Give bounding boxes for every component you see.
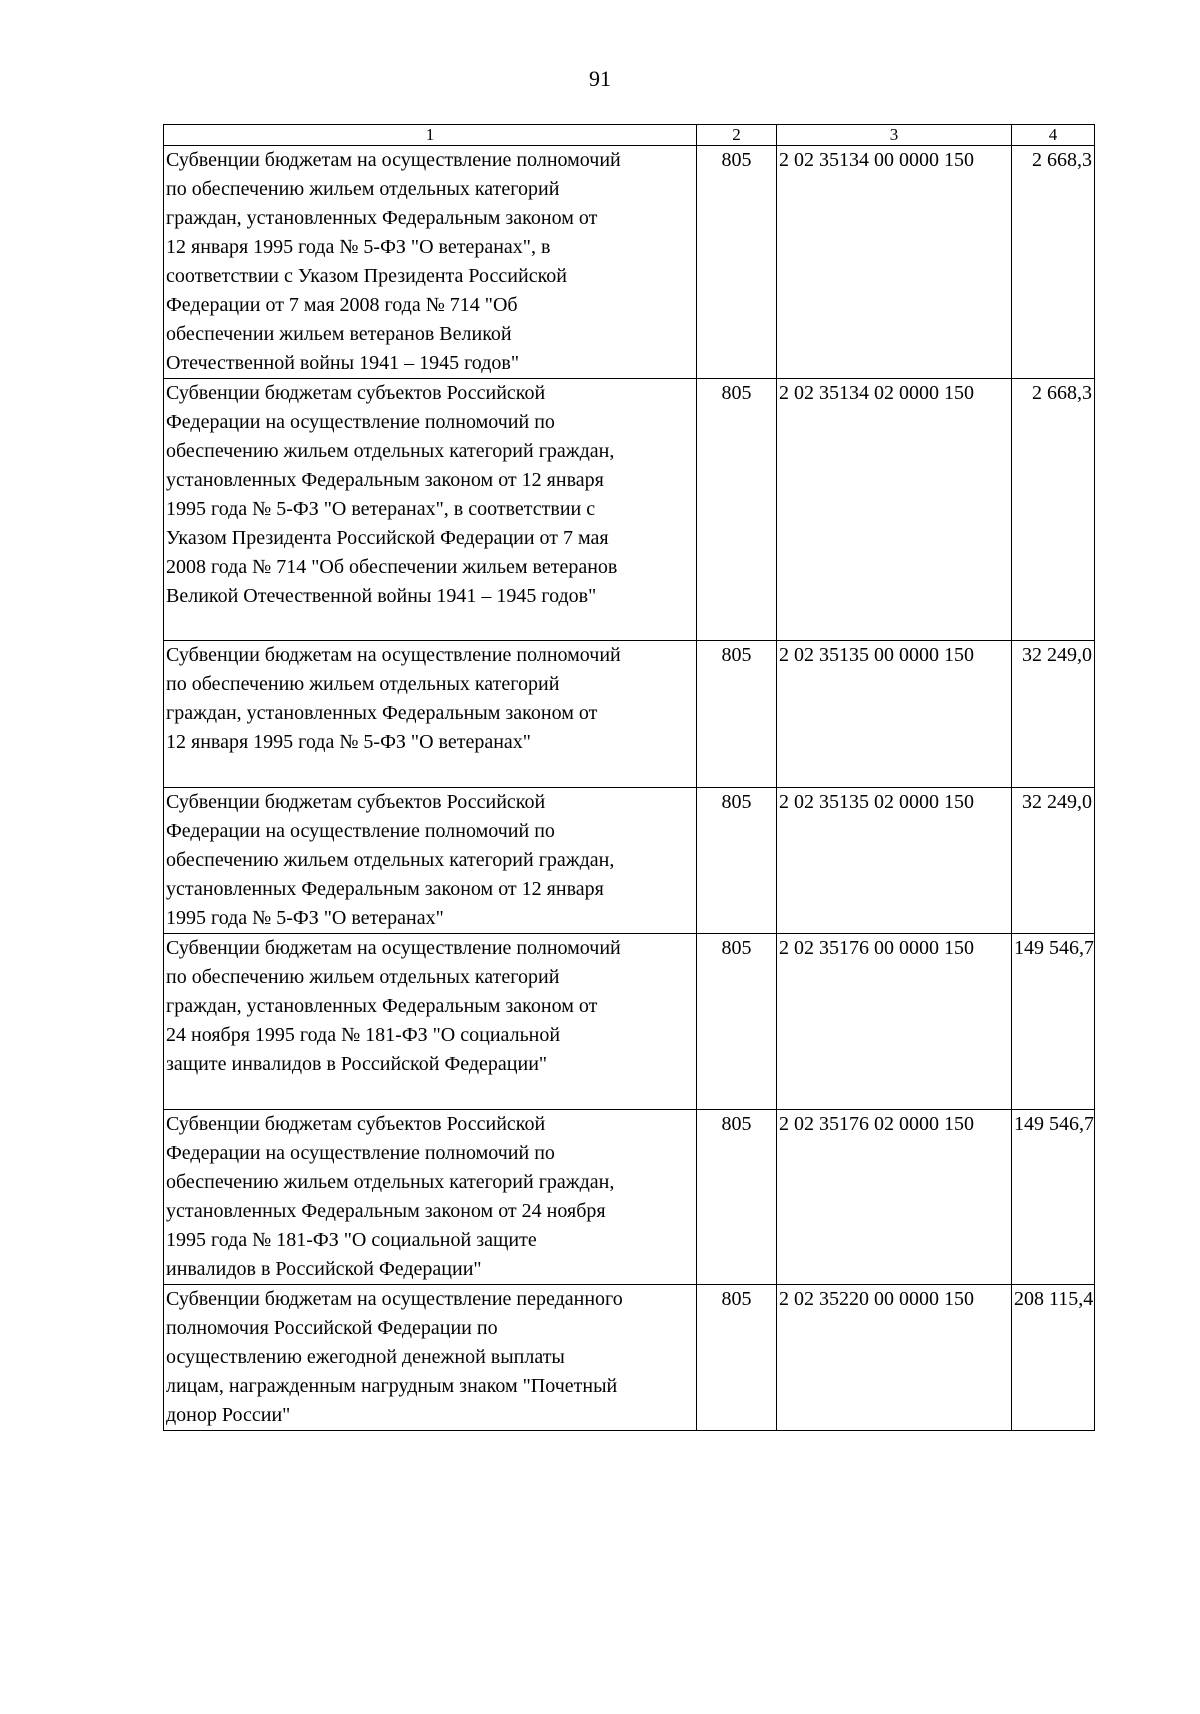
row-admin-code-cell: 805 — [697, 1285, 777, 1431]
row-budget-code-cell: 2 02 35135 02 0000 150 — [777, 788, 1012, 934]
row-budget-code-cell: 2 02 35220 00 0000 150 — [777, 1285, 1012, 1431]
row-budget-code-cell: 2 02 35134 00 0000 150 — [777, 146, 1012, 379]
row-name-cell: Субвенции бюджетам субъектов Российской Федерации на осуществление полномочий по обеспечению жильем отдельных категорий граждан, установленных Федеральным законом от 12 января 1995 года № 5-ФЗ "О ветеранах", в соответствии с Указом Президента Российской Федерации от 7 мая 2008 года № 714 "Об обеспечении жильем ветеранов Великой Отечественной войны 1941 – 1945 годов" — [164, 379, 697, 641]
table-row — [164, 146, 1095, 379]
column-header-4: 4 — [1012, 125, 1095, 146]
table-header-row — [164, 125, 1095, 146]
column-header-3: 3 — [777, 125, 1012, 146]
row-budget-code-cell: 2 02 35176 00 0000 150 — [777, 934, 1012, 1110]
row-name-cell: Субвенции бюджетам на осуществление полномочий по обеспечению жильем отдельных категорий граждан, установленных Федеральным законом от 24 ноября 1995 года № 181-ФЗ "О социальной защите инвалидов в Российской Федерации" — [164, 934, 697, 1110]
page-number: 91 — [589, 66, 611, 91]
table-row — [164, 379, 1095, 641]
row-admin-code-cell: 805 — [697, 146, 777, 379]
row-name-cell: Субвенции бюджетам субъектов Российской Федерации на осуществление полномочий по обеспечению жильем отдельных категорий граждан, установленных Федеральным законом от 24 ноября 1995 года № 181-ФЗ "О социальной защите инвалидов в Российской Федерации" — [164, 1110, 697, 1285]
row-name-cell: Субвенции бюджетам на осуществление переданного полномочия Российской Федерации по осуществлению ежегодной денежной выплаты лицам, награжденным нагрудным знаком "Почетный донор России" — [164, 1285, 697, 1431]
row-amount-cell: 2 668,3 — [1012, 146, 1095, 379]
row-admin-code-cell: 805 — [697, 934, 777, 1110]
row-admin-code-cell: 805 — [697, 788, 777, 934]
row-name-cell: Субвенции бюджетам на осуществление полномочий по обеспечению жильем отдельных категорий граждан, установленных Федеральным законом от 12 января 1995 года № 5-ФЗ "О ветеранах" — [164, 641, 697, 788]
row-admin-code-cell: 805 — [697, 641, 777, 788]
row-admin-code-cell: 805 — [697, 379, 777, 641]
row-amount-cell: 208 115,4 — [1012, 1285, 1095, 1431]
row-amount-cell: 149 546,7 — [1012, 1110, 1095, 1285]
table-row — [164, 1285, 1095, 1431]
row-name-cell: Субвенции бюджетам субъектов Российской Федерации на осуществление полномочий по обеспечению жильем отдельных категорий граждан, установленных Федеральным законом от 12 января 1995 года № 5-ФЗ "О ветеранах" — [164, 788, 697, 934]
column-header-2: 2 — [697, 125, 777, 146]
row-budget-code-cell: 2 02 35134 02 0000 150 — [777, 379, 1012, 641]
table-row — [164, 641, 1095, 788]
row-amount-cell: 149 546,7 — [1012, 934, 1095, 1110]
row-amount-cell: 32 249,0 — [1012, 641, 1095, 788]
column-header-1: 1 — [164, 125, 697, 146]
table-row — [164, 788, 1095, 934]
budget-table — [163, 124, 1095, 1431]
table-row — [164, 934, 1095, 1110]
row-name-cell: Субвенции бюджетам на осуществление полномочий по обеспечению жильем отдельных категорий граждан, установленных Федеральным законом от 12 января 1995 года № 5-ФЗ "О ветеранах", в соответствии с Указом Президента Российской Федерации от 7 мая 2008 года № 714 "Об обеспечении жильем ветеранов Великой Отечественной войны 1941 – 1945 годов" — [164, 146, 697, 379]
row-amount-cell: 32 249,0 — [1012, 788, 1095, 934]
row-budget-code-cell: 2 02 35176 02 0000 150 — [777, 1110, 1012, 1285]
row-budget-code-cell: 2 02 35135 00 0000 150 — [777, 641, 1012, 788]
row-admin-code-cell: 805 — [697, 1110, 777, 1285]
table-row — [164, 1110, 1095, 1285]
row-amount-cell: 2 668,3 — [1012, 379, 1095, 641]
